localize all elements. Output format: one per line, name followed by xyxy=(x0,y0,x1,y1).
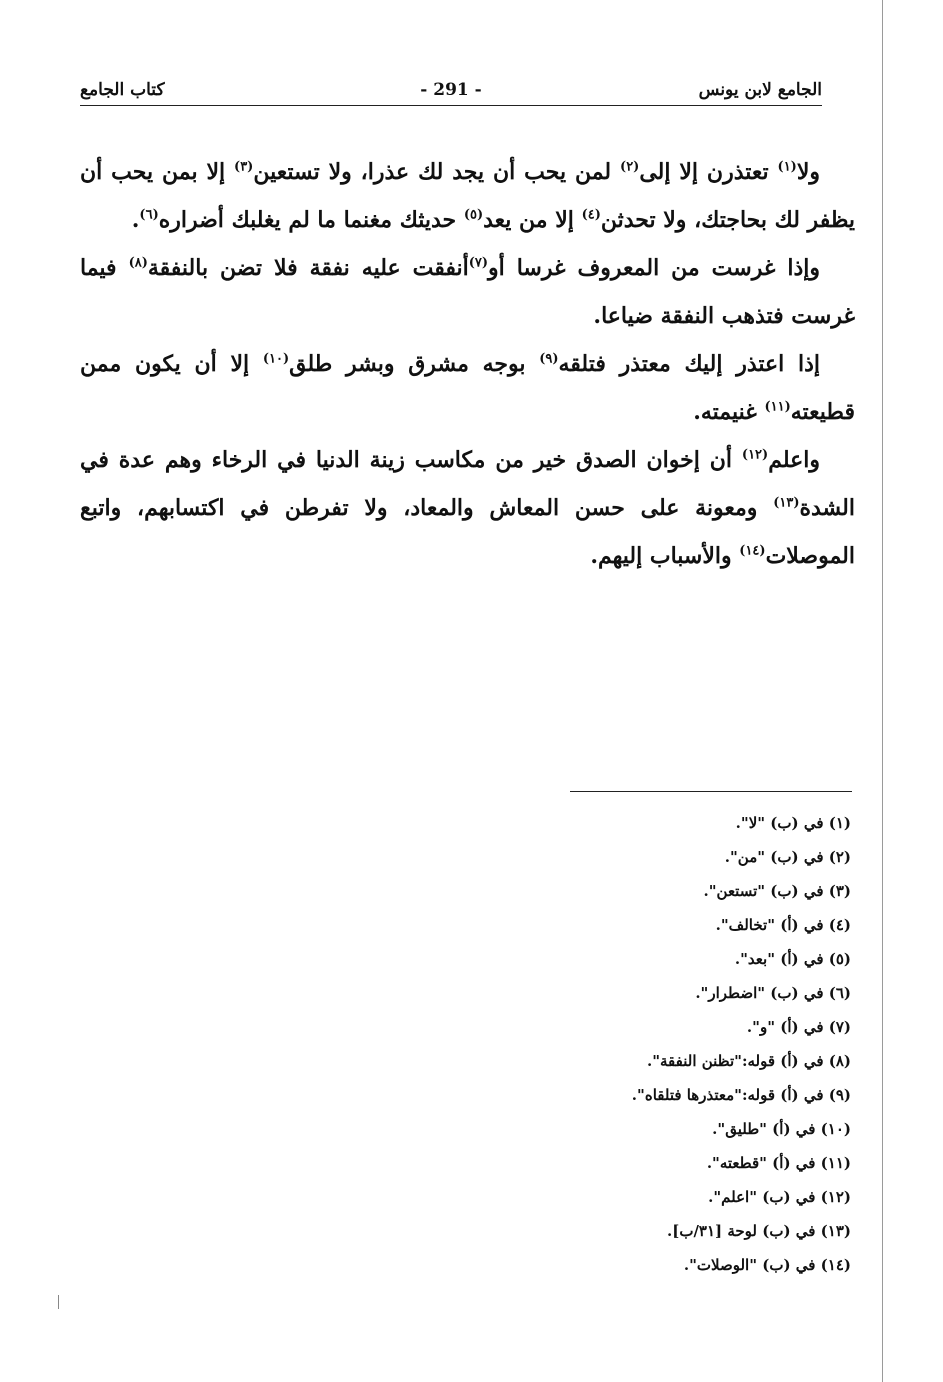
paragraph-text: ومعونة على حسن المعاش والمعاد، ولا تفرطن في اكتسابهم، واتبع الموصلات xyxy=(80,495,855,569)
footnotes xyxy=(551,806,851,1282)
page-edge-line xyxy=(882,0,883,1382)
footnote-item: (٥) في (أ) "بعد". xyxy=(734,950,851,968)
footnote-item: (١٠) في (أ) "طليق". xyxy=(712,1120,851,1138)
footnote-reference: (٨) xyxy=(128,255,148,271)
paragraph-text: ولا xyxy=(796,159,820,185)
paragraph-text: وإذا غرست من المعروف غرسا أو xyxy=(488,255,820,281)
paragraph-text: . xyxy=(131,207,140,233)
paragraph-text: إلا من يعد xyxy=(483,207,582,233)
footnote-item: (١٣) في (ب) لوحة [٣١/ب]. xyxy=(667,1222,851,1240)
footnote-item: (٧) في (أ) "و". xyxy=(746,1018,851,1036)
paragraph-text: والأسباب إليهم. xyxy=(590,543,740,569)
footnote-reference: (١٢) xyxy=(741,447,769,463)
footnote-item: (٢) في (ب) "من". xyxy=(724,848,851,866)
paragraph xyxy=(80,244,855,340)
footnote-reference: (٣) xyxy=(234,159,254,175)
paragraph xyxy=(80,436,855,580)
footnote-item: (٨) في (أ) قوله:"تظنن النفقة". xyxy=(646,1052,851,1070)
footnote-item: (١) في (ب) "لا". xyxy=(735,814,851,832)
footnote-reference: (٧) xyxy=(468,255,488,271)
footnote-reference: (٤) xyxy=(581,207,601,223)
footnote-reference: (٦) xyxy=(139,207,159,223)
footnote-item: (٤) في (أ) "تخالف". xyxy=(715,916,851,934)
paragraph-text: غنيمته. xyxy=(693,399,765,425)
paragraph-text: بوجه مشرق وبشر طلق xyxy=(289,351,540,377)
footnote-item: (٦) في (ب) "اضطرار". xyxy=(695,984,851,1002)
paragraph-text: أنفقت عليه نفقة فلا تضن بالنفقة xyxy=(147,255,469,281)
paragraph-text: فيما غرست فتذهب النفقة ضياعا. xyxy=(80,255,855,329)
footnote-item: (١١) في (أ) "قطعته". xyxy=(706,1154,851,1172)
scan-mark xyxy=(58,1295,59,1309)
paragraph-text: واعلم xyxy=(768,447,820,473)
footnote-reference: (١٠) xyxy=(262,351,290,367)
footnote-reference: (١) xyxy=(777,159,797,175)
footnote-reference: (١١) xyxy=(764,399,791,415)
footnote-item: (٣) في (ب) "تستعن". xyxy=(703,882,851,900)
footnote-item: (١٤) في (ب) "الوصلات". xyxy=(683,1256,851,1274)
paragraph-text: حديثك مغنما ما لم يغلبك أضراره xyxy=(158,207,464,233)
paragraph-text: أن إخوان الصدق خير من مكاسب زينة الدنيا في الرخاء وهم عدة في الشدة xyxy=(80,447,855,521)
paragraph xyxy=(80,148,855,244)
footnote-item: (١٢) في (ب) "اعلم". xyxy=(708,1188,851,1206)
footnote-separator xyxy=(570,791,852,792)
footnote-reference: (١٤) xyxy=(739,543,766,559)
header-book-title: الجامع لابن يونس xyxy=(698,80,822,100)
paragraph-text: لمن يحب أن يجد لك عذرا، ولا تستعين xyxy=(253,159,621,185)
paragraph-text: إلا أن يكون ممن قطيعته xyxy=(80,351,855,425)
paragraph-text: تعتذرن إلا إلى xyxy=(639,159,778,185)
footnote-reference: (٥) xyxy=(463,207,484,223)
footnote-reference: (١٣) xyxy=(773,495,800,511)
footnote-reference: (٢) xyxy=(620,159,640,175)
header-rule xyxy=(80,105,822,106)
footnote-item: (٩) في (أ) قوله:"معتذرها فتلقاه". xyxy=(631,1086,851,1104)
body-text xyxy=(80,148,855,580)
running-header xyxy=(80,74,822,106)
page-number: - 291 - xyxy=(420,80,482,100)
header-chapter-title: كتاب الجامع xyxy=(80,80,165,100)
footnote-reference: (٩) xyxy=(539,351,559,367)
paragraph-text: إذا اعتذر إليك معتذر فتلقه xyxy=(558,351,821,377)
paragraph-text: إلا بمن يحب أن يظفر لك بحاجتك، ولا تحدثن xyxy=(80,159,855,233)
paragraph xyxy=(80,340,855,436)
